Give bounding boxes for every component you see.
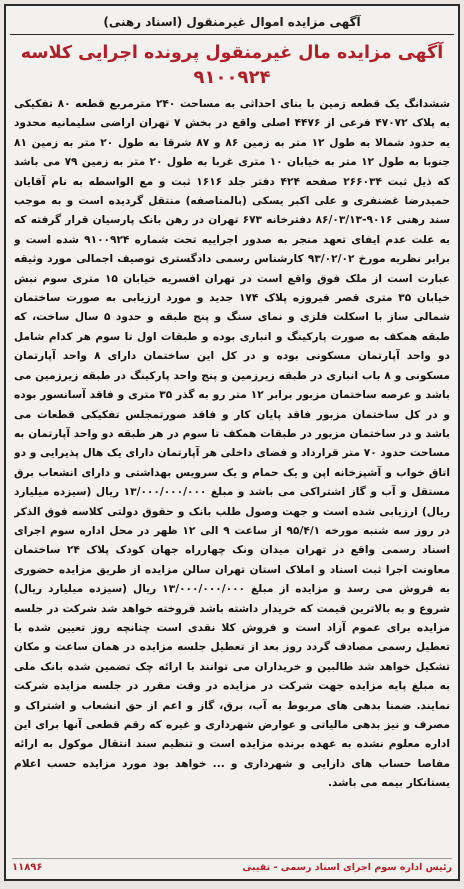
auction-notice <box>4 4 460 881</box>
notice-footer <box>12 858 452 873</box>
notice-supertitle: آگهی مزایده اموال غیرمنقول (اسناد رهنی) <box>103 15 361 29</box>
notice-title: آگهی مزایده مال غیرمنقول پرونده اجرایی کلاسه <box>20 43 444 63</box>
ad-code: ۱۱۸۹۶ <box>12 862 43 873</box>
signature: رئیس اداره سوم اجرای اسناد رسمی - تقیبی <box>242 862 452 873</box>
notice-body: ششدانگ یک قطعه زمین با بنای احداثی به مساحت ۲۴۰ مترمربع قطعه ۸۰ تفکیکی به پلاک ۴۷۰۷۲ فرعی از ۴۴۷۶ اصلی واقع در بخش ۷ تهران اراضی سلیمانیه محدود به حدود شمالا به طول ۱۲ متر به زمین ۸۶ و ۸۷ شرقا به طول ۲۰ متر به زمین ۸۱ جنوبا به طول ۱۲ متر به خیابان ۱۰ متری غربا به طول ۲۰ متر به زمین ۷۹ می باشد که ذیل ثبت ۲۶۶۰۳۴ صفحه ۴۲۴ دفتر جلد ۱۶۱۶ ثبت و مع الواسطه به نام آقایان حمیدرضا غضنفری و علی اکبر یسکی (بالمناصفه) منتقل گردیده است و به موجب سند رهنی ۹۰۱۶-۸۶/۰۳/۱۳ دفترخانه ۶۷۳ تهران در رهن بانک پارسیان قرار گرفته که به علت عدم ایفای تعهد منجر به صدور اجراییه تحت شماره ۹۱۰۰۹۲۴ شده است و برابر نظریه مورخ ۹۳/۰۲/۰۲ کارشناس رسمی دادگستری توصیف اجمالی مورد وثیقه عبارت است از ملک فوق واقع است در تهران افسریه خیابان ۱۵ متری سوم نبش خیابان ۳۵ متری قصر فیروزه پلاک ۱۷۴ جدید و مورد ارزیابی به صورت ساختمان شمالی ساز با اسکلت فلزی و نمای سنگ و پنج طبقه و حدود ۵ سال ساخت، که طبقه همکف به صورت پارکینگ و انباری بوده و طبقات اول تا سوم هر کدام شامل دو واحد آپارتمان مسکونی بوده و در کل این ساختمان دارای ۸ واحد آپارتمان مسکونی و ۸ باب انباری در طبقه زیرزمین و پنج واحد پارکینگ در طبقه زیرزمین می باشد و عرصه ساختمان مزبور برابر ۱۲ متر رو به گذر ۳۵ متری و فاقد آسانسور بوده و در کل ساختمان مزبور فاقد پایان کار و فاقد صورتمجلس تفکیکی قطعات می باشد و در ساختمان مزبور در طبقات همکف تا سوم در هر طبقه دو واحد آپارتمان به مساحت حدود ۷۰ متر قرارداد و فضای داخلی هر آپارتمان دارای یک هال پذیرایی و دو اتاق خواب و آشپزخانه اپن و یک حمام و یک سرویس بهداشتی و دارای انشعاب برق مستقل و آب و گاز اشتراکی می باشد و مبلغ ۱۳/۰۰۰/۰۰۰/۰۰۰ ریال (سیزده میلیارد ریال) ارزیابی شده است و جهت وصول طلب بانک و حقوق دولتی کلاسه فوق الذکر در روز سه شنبه مورخه ۹۵/۴/۱ از ساعت ۹ الی ۱۲ ظهر در محل اداره سوم اجرای اسناد رسمی واقع در تهران میدان ونک چهارراه جهان کودک پلاک ۲۴ ساختمان معاونت اجرا ثبت اسناد و املاک استان تهران سالن مزایده از طریق مزایده حضوری به فروش می رسد و مزایده از مبلغ ۱۳/۰۰۰/۰۰۰/۰۰۰ ریال (سیزده میلیارد ریال) شروع و به بالاترین قیمت که خریدار داشته باشد فروخته خواهد شد شرکت در جلسه مزایده برای عموم آزاد است و فروش کلا نقدی است چنانچه روز تعیین شده با تعطیل رسمی مصادف گردد روز بعد از تعطیل جلسه مزایده در همان ساعت و مکان تشکیل خواهد شد طالبین و خریداران می توانند با ارائه چک تضمین شده بانک ملی به مبلغ پایه مزایده جهت شرکت در مزایده در وقت مقرر در جلسه مزایده شرکت نمایند. ضمنا بدهی های مربوط به آب، برق، گاز و اعم از حق انشعاب و اشتراک و مصرف و نیز بدهی مالیاتی و عوارض شهرداری و غیره که رقم قطعی آنها برای این اداره معلوم نشده به عهده برنده مزایده است و تنظیم سند انتقال موکول به ارائه مفاصا حساب های دارایی و شهرداری و ... خواهد بود مورد مزایده حسب اعلام بستانکار بیمه می باشد. <box>14 98 450 790</box>
case-number: ۹۱۰۰۹۲۴ <box>193 67 271 88</box>
header-bar <box>10 10 454 35</box>
